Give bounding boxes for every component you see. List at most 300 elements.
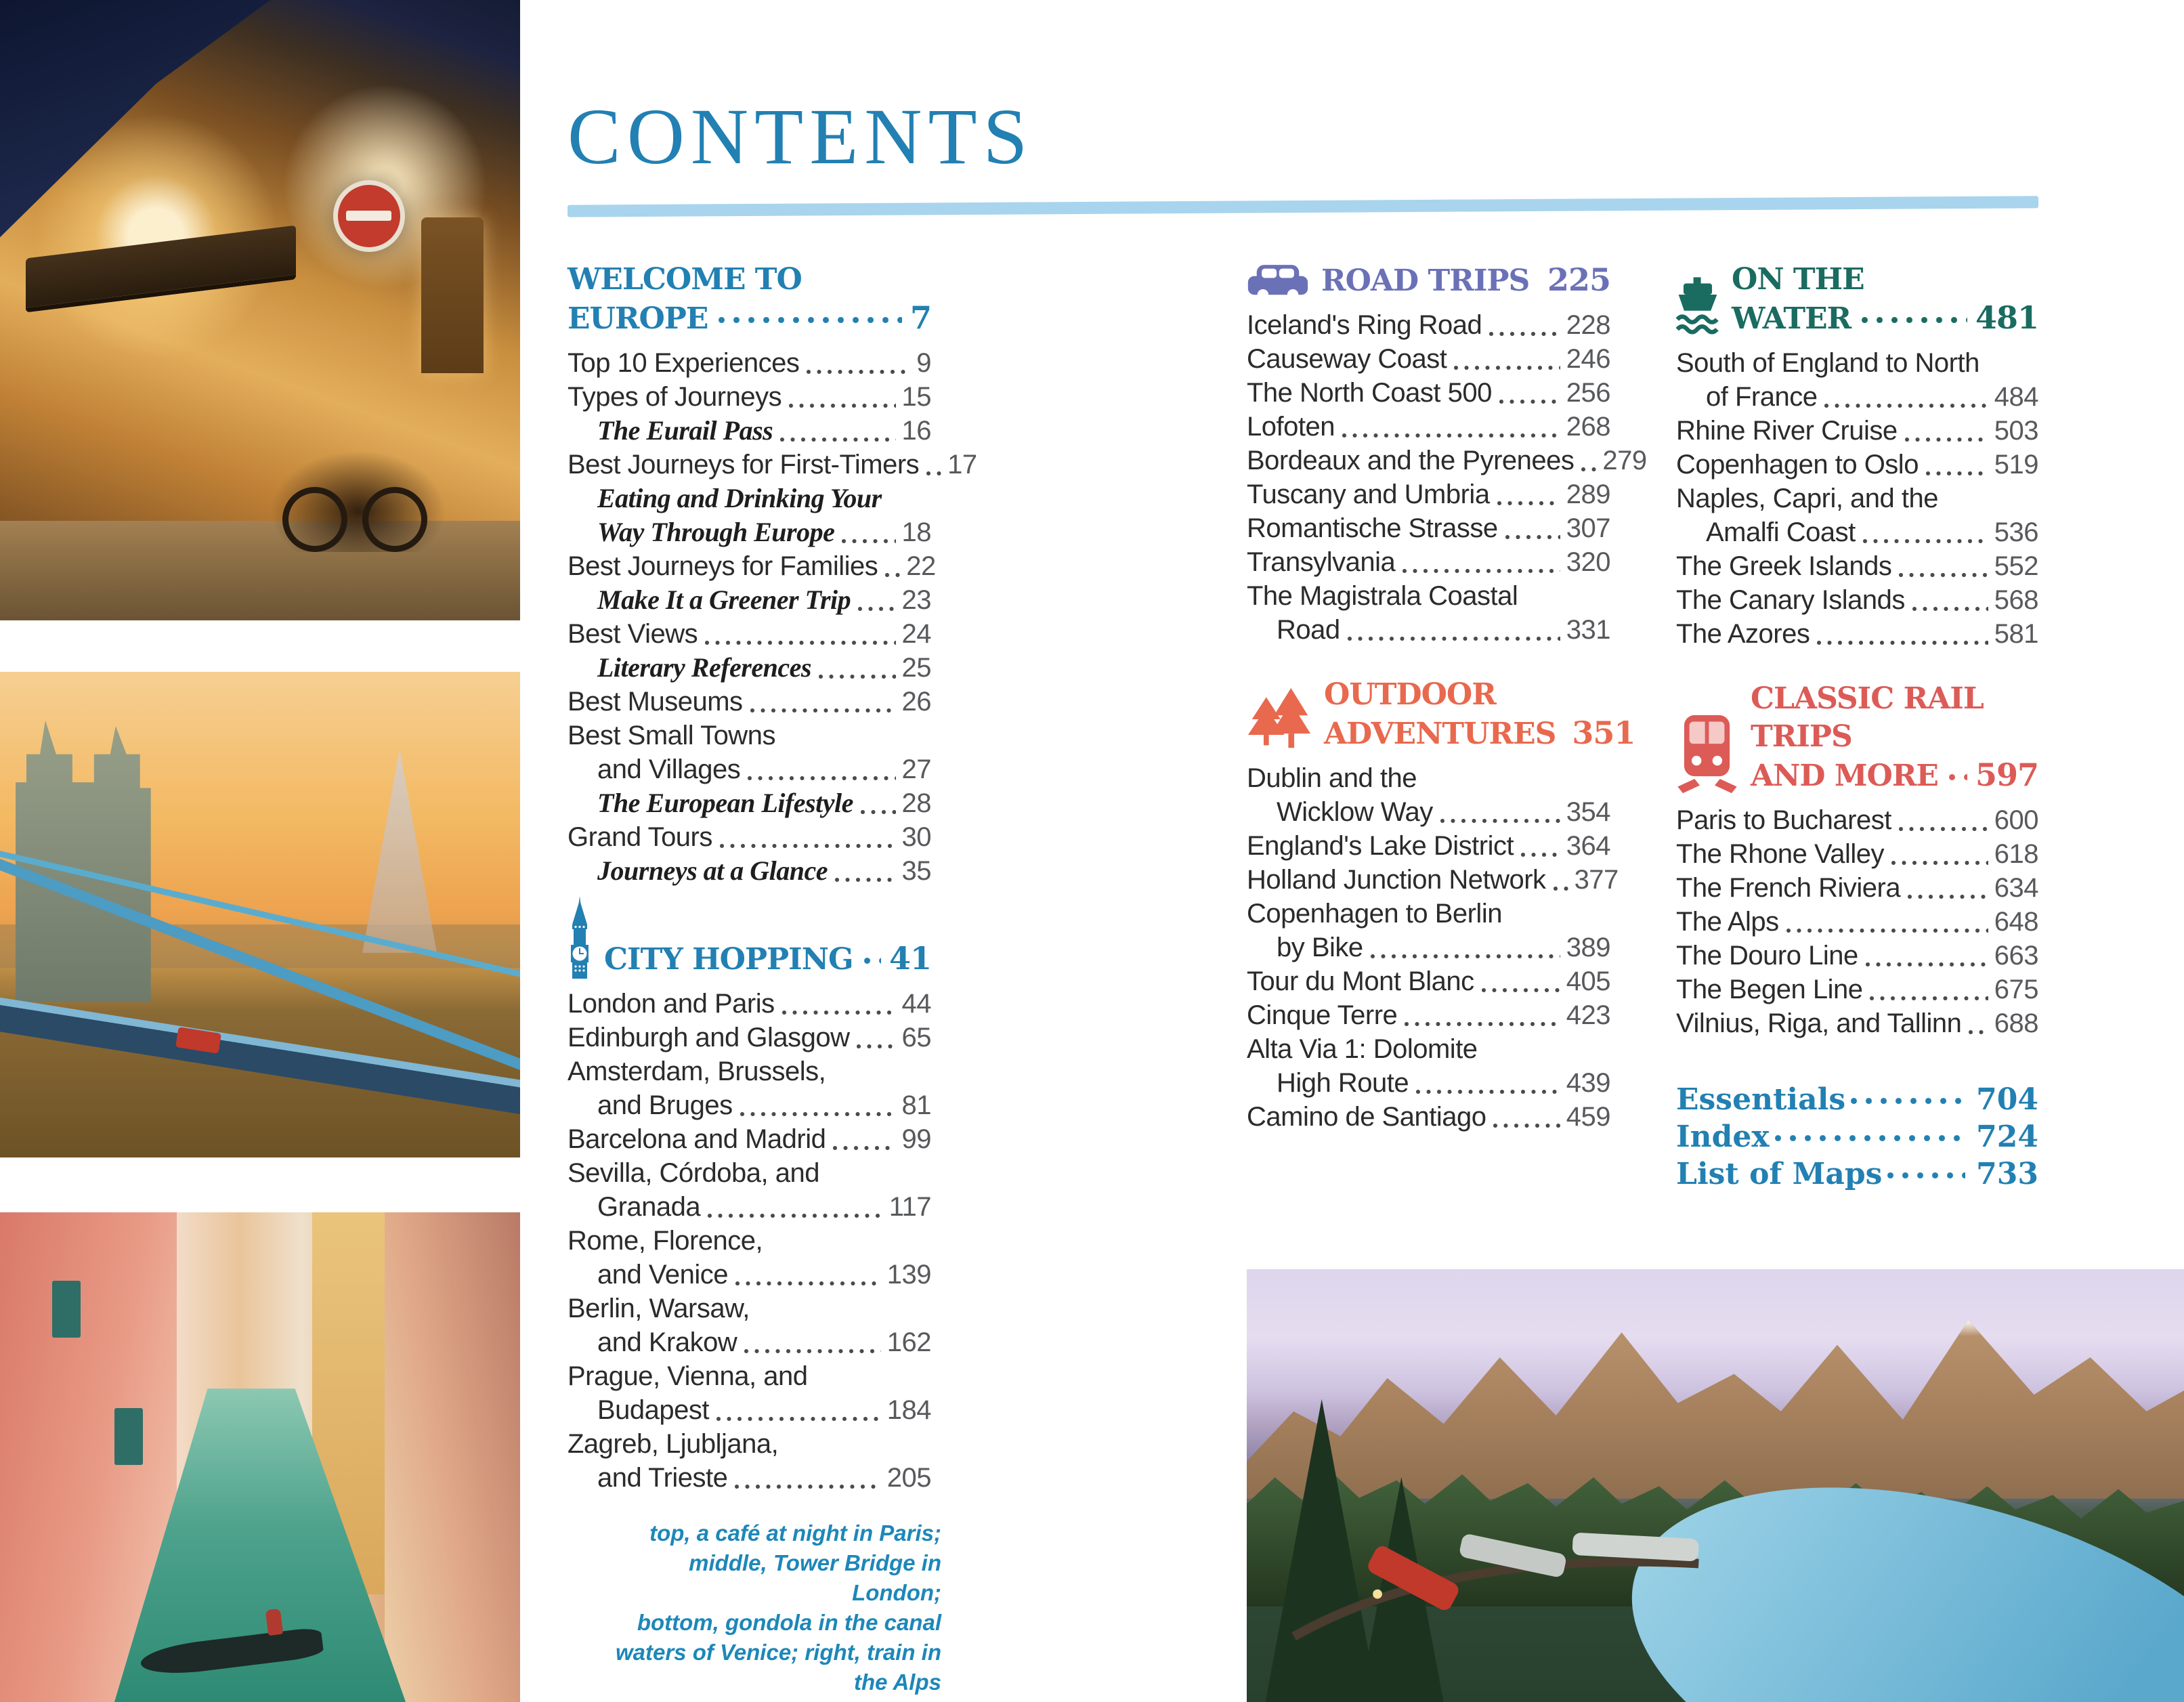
toc-entry-page: 618 [1994,839,2038,869]
toc-entry [568,651,931,685]
boat-icon [1676,273,1719,338]
heading-line1: CLASSIC RAIL TRIPS [1751,681,1984,754]
toc-entry-first-line: Berlin, Warsaw, [568,1294,750,1323]
section-road-trips [1247,261,1647,647]
dot-leader [746,752,897,786]
toc-entry-label: of France [1706,382,1818,412]
dot-leader [1346,613,1562,647]
window-shutter [114,1408,143,1465]
section-page-number: 41 [888,940,931,977]
section-heading [1321,261,1610,300]
toc-entry-page: 162 [886,1327,931,1357]
dot-leader [1924,448,1990,482]
toc-entry-page: 26 [901,687,931,717]
toc-entry [1676,414,2038,448]
toc-entry [1247,761,1610,829]
dot-leader [738,1088,898,1122]
toc-entry [1247,897,1610,964]
toc-entry-page: 389 [1566,933,1610,962]
toc-entry-first-line: Sevilla, Córdoba, and [568,1158,819,1188]
toc-entry-label: High Route [1277,1068,1409,1098]
dot-leader [1868,973,1990,1006]
toc-entry [1247,410,1610,444]
section-classic-rail-trips [1676,680,2038,1040]
heading-line1: OUTDOOR [1324,677,1496,712]
toc-entry-label: Camino de Santiago [1247,1102,1486,1132]
dot-leader [1861,515,1990,549]
toc-entry-label: The Canary Islands [1676,585,1905,615]
dot-leader [1400,545,1562,579]
dot-leader [1822,380,1990,414]
toc-entry-page: 320 [1566,547,1610,577]
toc-entry-label: by Bike [1277,933,1363,962]
dot-leader [833,854,898,888]
toc-entry-page: 405 [1566,966,1610,996]
dot-leader [1495,477,1562,511]
dot-leader [840,515,897,549]
toc-entry-list [1676,346,2038,651]
toc-entry-label: The European Lifestyle [597,788,853,818]
dot-leader [733,1461,882,1495]
toc-entry [1247,308,1610,342]
no-entry-sign [333,180,405,252]
toc-entry-label: Transylvania [1247,547,1396,577]
toc-entry [1676,939,2038,973]
dot-leader [1903,414,1990,448]
dot-leader [1897,549,1990,583]
section-outdoor-adventures [1247,676,1635,1134]
back-matter-label: List of Maps [1676,1157,1883,1191]
back-matter-page: 733 [1976,1157,2038,1191]
dot-leader [703,617,897,651]
toc-entry [568,854,931,888]
toc-entry-page: 688 [1994,1008,2038,1038]
toc-entry [1676,871,2038,905]
dot-leader [1864,939,1990,973]
toc-entry [568,685,931,719]
heading-line1: CITY HOPPING [604,942,853,977]
section-city-hopping [568,896,931,1495]
toc-entry-first-line: Prague, Vienna, and [568,1361,808,1391]
dot-leader [1438,795,1562,829]
toc-entry [1247,511,1610,545]
dot-leader [856,583,897,617]
bridge-deck [0,994,520,1122]
toc-entry [568,583,931,617]
toc-entry-page: 9 [916,348,931,378]
toc-entry-page: 25 [901,653,931,683]
toc-entry [1247,964,1610,998]
toc-entry-first-line: Zagreb, Ljubljana, [568,1429,779,1459]
toc-entry-label: and Trieste [597,1463,728,1493]
toc-column-3 [1676,261,2038,1193]
toc-entry-first-line: Alta Via 1: Dolomite [1247,1034,1478,1064]
dot-leader [714,1393,883,1427]
dot-leader [855,1021,897,1055]
toc-entry-page: 22 [906,551,936,581]
dot-leader [1889,837,1990,871]
toc-entry-label: Best Views [568,619,698,649]
bicycles [270,450,446,552]
toc-entry-label: Road [1277,615,1340,645]
toc-entry [1247,545,1610,579]
section-page-number: 351 [1572,715,1635,751]
toc-entry-page: 648 [1994,907,2038,937]
toc-entry-list [568,987,931,1495]
dot-leader [1551,863,1570,897]
dot-leader [1491,1100,1562,1134]
toc-entry [568,346,931,380]
toc-entry-page: 139 [886,1260,931,1290]
toc-entry-page: 27 [901,754,931,784]
toc-entry-label: Edinburgh and Glasgow [568,1023,850,1052]
toc-entry [1247,579,1610,647]
dot-leader [742,1325,883,1359]
toc-entry-page: 24 [901,619,931,649]
toc-entry [1676,905,2038,939]
toc-entry-label: Best Museums [568,687,743,717]
toc-entry-label: Rhine River Cruise [1676,416,1898,446]
toc-entry-label: Romantische Strasse [1247,513,1498,543]
toc-entry-page: 354 [1566,797,1610,827]
caption-line: bottom, gondola in the canal [637,1610,941,1635]
toc-entry-page: 423 [1566,1000,1610,1030]
toc-entry-label: Iceland's Ring Road [1247,310,1482,340]
toc-entry-page: 675 [1994,975,2038,1004]
dot-leader [1487,308,1562,342]
train-icon [1676,714,1738,795]
back-matter-list [1676,1081,2038,1193]
heading-line2: WATER [1732,301,1851,336]
toc-entry-first-line: South of England to North [1676,348,1979,378]
toc-entry [568,1021,931,1055]
toc-entry-page: 581 [1994,619,2038,649]
toc-entry [1247,342,1610,376]
dot-leader [817,651,898,685]
toc-entry-page: 519 [1994,450,2038,480]
toc-entry-label: Grand Tours [568,822,712,852]
dot-leader [1497,376,1562,410]
toc-entry-first-line: Eating and Drinking Your [597,483,882,513]
heading-line1: ROAD TRIPS [1321,263,1530,298]
big-ben-icon [568,896,592,979]
toc-entry [568,1156,931,1224]
section-welcome-to-europe [568,261,977,888]
toc-entry-first-line: Copenhagen to Berlin [1247,899,1502,929]
toc-entry-page: 307 [1566,513,1610,543]
toc-entry-page: 205 [886,1463,931,1493]
section-heading [1751,680,2038,795]
photo-caption [603,1518,941,1697]
heading-line1: WELCOME TO [568,262,802,297]
toc-entry-label: Granada [597,1192,701,1222]
toc-entry-label: London and Paris [568,989,775,1019]
toc-entry [1247,829,1610,863]
toc-entry-label: Make It a Greener Trip [597,584,851,615]
section-heading [604,939,931,979]
dot-leader [706,1190,885,1224]
toc-entry-label: Literary References [597,652,811,683]
toc-column-1 [568,261,977,1495]
dot-leader [924,448,943,482]
toc-entry-page: 459 [1566,1102,1610,1132]
toc-entry-label: Copenhagen to Oslo [1676,450,1919,480]
dot-leader [831,1122,897,1156]
back-matter-entry [1676,1118,2038,1155]
toc-entry-first-line: Dublin and the [1247,763,1417,793]
toc-entry [1676,448,2038,482]
dot-leader [780,987,898,1021]
heading-line1: ON THE [1732,262,1864,297]
toc-entry [568,719,931,786]
toc-entry-list [568,346,977,888]
toc-entry-page: 15 [901,382,931,412]
toc-entry-label: Paris to Bucharest [1676,805,1891,835]
toc-entry [1247,998,1610,1032]
heading-line2: ADVENTURES [1324,717,1556,751]
toc-entry-label: The Greek Islands [1676,551,1892,581]
toc-entry-label: The Alps [1676,907,1779,937]
toc-entry-label: Tour du Mont Blanc [1247,966,1474,996]
toc-entry-first-line: Amsterdam, Brussels, [568,1057,826,1086]
toc-entry [1247,1032,1610,1100]
dot-leader [778,414,897,448]
dot-leader [787,380,897,414]
dot-leader [1369,931,1562,964]
toc-entry-label: Top 10 Experiences [568,348,800,378]
toc-entry-label: and Bruges [597,1090,733,1120]
toc-entry [1247,477,1610,511]
toc-entry-page: 44 [901,989,931,1019]
toc-entry-list [1676,803,2038,1040]
dot-leader [1967,1006,1990,1040]
toc-entry-label: The Eurail Pass [597,415,773,446]
toc-entry-page: 246 [1566,344,1610,374]
section-page-number: 7 [909,299,931,336]
pine-trees-icon [1247,685,1312,753]
photo-train-mountains [1247,1269,2184,1702]
toc-entry-first-line: Naples, Capri, and the [1676,484,1939,513]
toc-entry [568,1224,931,1292]
toc-entry-label: and Venice [597,1260,728,1290]
toc-entry-page: 536 [1994,517,2038,547]
toc-entry [1676,482,2038,549]
page-title: CONTENTS [568,92,1034,181]
dot-leader [1784,905,1990,939]
toc-entry [1247,444,1647,477]
toc-entry-page: 256 [1566,378,1610,408]
toc-entry-label: Best Journeys for First-Timers [568,450,920,480]
train-on-curve [1284,1451,1715,1650]
toc-entry-page: 35 [901,856,931,886]
toc-entry [568,1055,931,1122]
toc-entry [1247,376,1610,410]
toc-entry [1676,803,2038,837]
dot-leader [1897,803,1990,837]
heading-line2: AND MORE [1751,759,1938,793]
toc-entry [568,820,931,854]
toc-entry-label: Holland Junction Network [1247,865,1546,895]
dot-leader [883,549,902,583]
toc-entry-page: 568 [1994,585,2038,615]
dot-leader [1340,410,1562,444]
dot-leader [1414,1066,1562,1100]
dot-leader [718,820,898,854]
toc-column-2 [1247,261,1647,1134]
toc-entry-page: 634 [1994,873,2038,903]
toc-entry-label: Barcelona and Madrid [568,1124,826,1154]
section-heading [568,261,931,338]
toc-entry [1676,973,2038,1006]
toc-entry-page: 184 [886,1395,931,1425]
toc-entry-label: Wicklow Way [1277,797,1433,827]
cafe-awning [26,226,296,313]
toc-entry-page: 117 [888,1192,931,1222]
dot-leader [1503,511,1562,545]
toc-entry-page: 439 [1566,1068,1610,1098]
toc-entry-page: 663 [1994,941,2038,971]
dot-leader [1519,829,1562,863]
dot-leader [805,346,912,380]
toc-entry [568,786,931,820]
toc-entry-label: Cinque Terre [1247,1000,1398,1030]
toc-entry-list [1247,761,1619,1134]
caption-line: middle, Tower Bridge in London; [689,1550,941,1605]
toc-entry-label: Types of Journeys [568,382,782,412]
toc-entry-page: 18 [901,517,931,547]
back-matter-entry [1676,1081,2038,1118]
pink-building [385,1212,520,1702]
car-icon [1247,262,1309,300]
photo-venice-gondola [0,1212,520,1702]
toc-entry-label: Lofoten [1247,412,1335,442]
toc-entry-page: 503 [1994,416,2038,446]
toc-entry [1676,1006,2038,1040]
toc-entry-first-line: Rome, Florence, [568,1226,763,1256]
toc-entry [568,380,931,414]
toc-entry-page: 331 [1566,615,1610,645]
toc-entry-label: The Begen Line [1676,975,1863,1004]
caption-line: waters of Venice; right, train in the Alps [615,1640,941,1695]
toc-entry-label: Budapest [597,1395,710,1425]
toc-entry-page: 600 [1994,805,2038,835]
toc-entry [1247,1100,1610,1134]
heading-line2: EUROPE [568,301,708,336]
section-heading [1732,261,2038,338]
toc-entry-page: 377 [1574,865,1619,895]
photo-paris-cafe [0,0,520,620]
shard-building [362,750,437,953]
toc-entry-page: 28 [901,788,931,818]
back-matter-label: Index [1676,1120,1770,1154]
dot-leader [748,685,898,719]
toc-entry-label: Amalfi Coast [1706,517,1856,547]
dot-leader [733,1258,883,1292]
toc-entry-label: Best Journeys for Families [568,551,878,581]
section-on-the-water [1676,261,2038,651]
toc-entry-label: The Rhone Valley [1676,839,1884,869]
dot-leader [1906,871,1990,905]
toc-entry-page: 552 [1994,551,2038,581]
toc-entry [1676,617,2038,651]
caption-line: top, a café at night in Paris; [649,1520,941,1546]
toc-entry-label: Journeys at a Glance [597,855,828,886]
toc-entry-page: 99 [901,1124,931,1154]
toc-entry-first-line: Best Small Towns [568,721,775,750]
toc-entry-page: 484 [1994,382,2038,412]
toc-entry-label: The French Riviera [1676,873,1901,903]
back-matter-entry [1676,1155,2038,1193]
toc-entry-page: 268 [1566,412,1610,442]
dot-leader [1815,617,1990,651]
toc-entry-label: and Krakow [597,1327,737,1357]
toc-entry-label: Tuscany and Umbria [1247,480,1490,509]
dot-leader [1579,444,1598,477]
toc-entry-page: 30 [901,822,931,852]
toc-entry-first-line: The Magistrala Coastal [1247,581,1518,611]
toc-entry [568,1122,931,1156]
toc-entry-label: The Douro Line [1676,941,1858,971]
toc-entry [568,414,931,448]
toc-entry [568,549,936,583]
title-rule [568,196,2038,217]
toc-entry-page: 16 [901,416,931,446]
back-matter-page: 724 [1976,1120,2038,1154]
dot-leader [1403,998,1562,1032]
toc-entry-label: and Villages [597,754,741,784]
toc-entry-page: 228 [1566,310,1610,340]
dot-leader [1910,583,1990,617]
toc-entry-page: 279 [1602,446,1647,475]
toc-entry-page: 23 [901,585,931,615]
toc-entry [568,1292,931,1359]
toc-entry-label: Bordeaux and the Pyrenees [1247,446,1575,475]
dot-leader [1480,964,1562,998]
toc-entry [1676,583,2038,617]
toc-entry-page: 289 [1566,480,1610,509]
section-page-number: 597 [1975,757,2038,793]
toc-entry [568,482,931,549]
cafe-door [421,217,484,373]
toc-entry [568,1427,931,1495]
toc-entry [1676,837,2038,871]
back-matter-page: 704 [1976,1082,2038,1117]
toc-entry-page: 65 [901,1023,931,1052]
toc-entry [568,448,977,482]
toc-entry [568,617,931,651]
toc-entry-page: 364 [1566,831,1610,861]
photo-tower-bridge [0,672,520,1157]
toc-entry-page: 81 [901,1090,931,1120]
toc-entry-label: England's Lake District [1247,831,1514,861]
section-heading [1324,676,1635,753]
section-page-number: 481 [1975,299,2038,336]
toc-entry [1676,549,2038,583]
toc-entry [568,1359,931,1427]
toc-entry [568,987,931,1021]
back-matter-label: Essentials [1676,1082,1846,1117]
toc-entry [1676,346,2038,414]
toc-entry-label: Vilnius, Riga, and Tallinn [1676,1008,1962,1038]
toc-entry-label: Way Through Europe [597,517,835,547]
dot-leader [1452,342,1562,376]
dot-leader [859,786,898,820]
window-shutter [52,1281,81,1338]
toc-entry-label: The Azores [1676,619,1810,649]
toc-entry-label: The North Coast 500 [1247,378,1492,408]
toc-entry [1247,863,1619,897]
toc-entry-page: 17 [947,450,977,480]
